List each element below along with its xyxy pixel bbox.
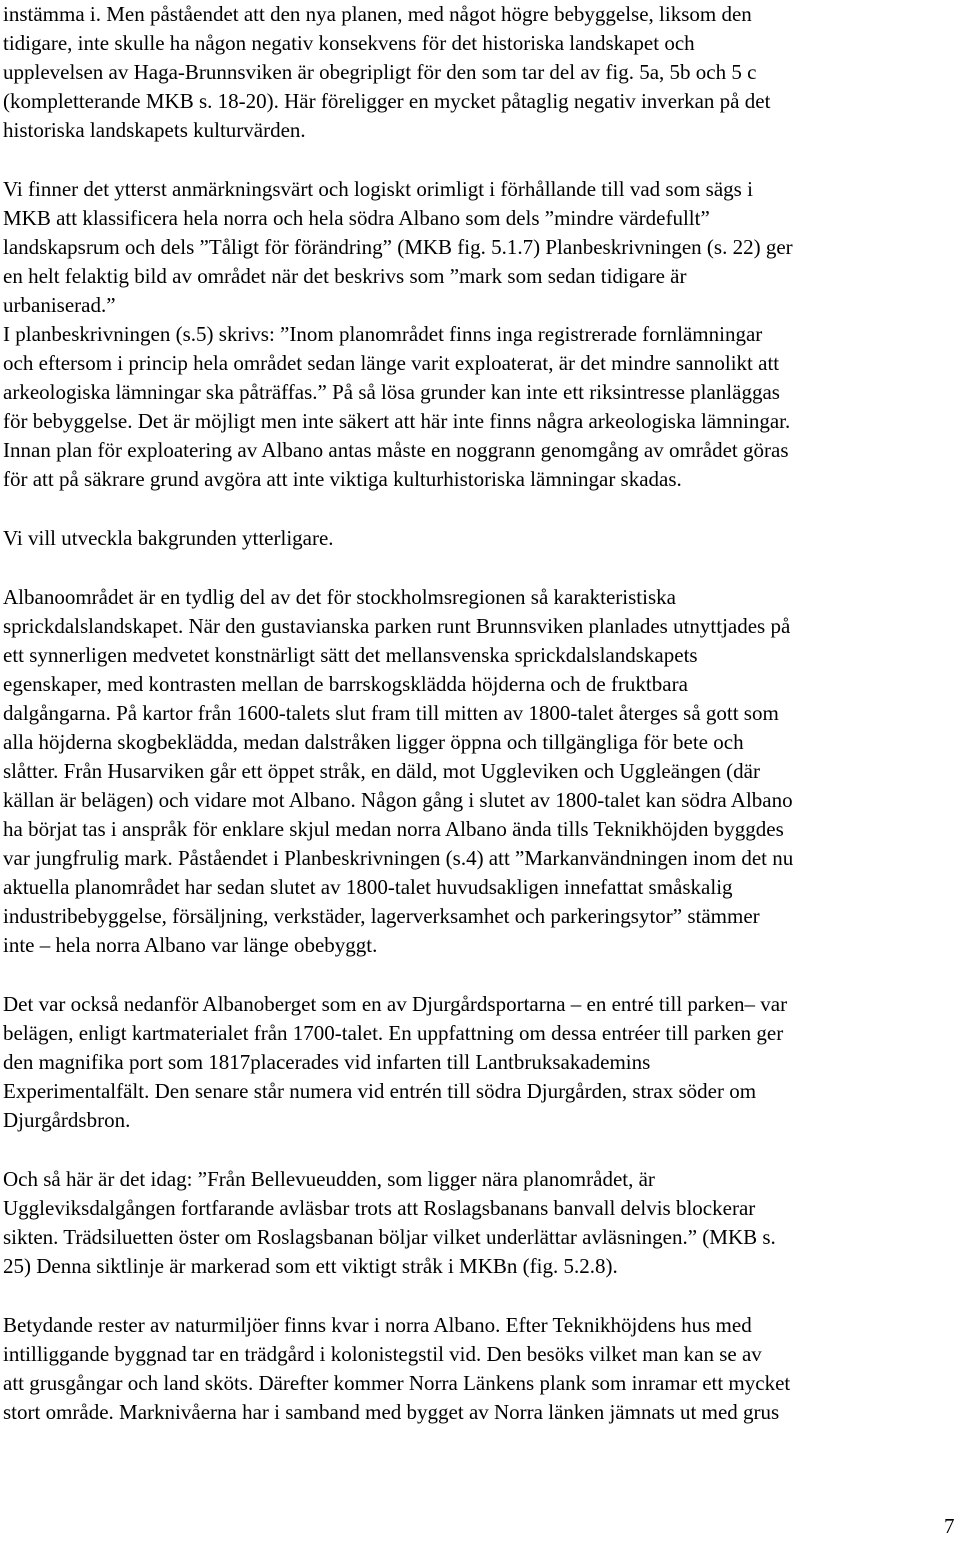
text-line: MKB att klassificera hela norra och hela södra Albano som dels ”mindre värdefullt” [3,206,710,230]
text-line: för bebyggelse. Det är möjligt men inte säkert att här inte finns några arkeologiska lämningar. [3,409,791,433]
text-line: slåtter. Från Husarviken går ett öppet stråk, en däld, mot Uggleviken och Uggleängen (där [3,759,760,783]
text-line: instämma i. Men påståendet att den nya planen, med något högre bebyggelse, liksom den [3,2,752,26]
text-line: att grusgångar och land sköts. Därefter kommer Norra Länkens plank som inramar ett mycket [3,1371,791,1395]
text-line: alla höjderna skogbeklädda, medan dalstråken ligger öppna och tillgängliga för bete och [3,730,744,754]
paragraph-gap [3,1281,953,1311]
paragraph-gap [3,960,953,990]
text-line: och eftersom i princip hela området sedan länge varit exploaterat, är det mindre sannolikt att [3,351,780,375]
text-line: historiska landskapets kulturvärden. [3,118,306,142]
text-line: sprickdalslandskapet. När den gustavianska parken runt Brunnsviken planlades utnyttjades på [3,614,791,638]
text-line: var jungfrulig mark. Påståendet i Planbeskrivningen (s.4) att ”Markanvändningen inom det nu [3,846,794,870]
text-line: Djurgårdsbron. [3,1108,131,1132]
text-line: tidigare, inte skulle ha någon negativ konsekvens för det historiska landskapet och [3,31,695,55]
paragraph-1 [3,0,953,145]
paragraph-gap [3,145,953,175]
text-line: Och så här är det idag: ”Från Bellevueudden, som ligger nära planområdet, är [3,1167,655,1191]
text-line: ett synnerligen medvetet konstnärligt sätt det mellansvenska sprickdalslandskapets [3,643,698,667]
text-line: belägen, enligt kartmaterialet från 1700-talet. En uppfattning om dessa entréer till parken ger [3,1021,784,1045]
text-line: urbaniserad.” [3,293,116,317]
paragraph-2 [3,175,953,320]
text-line: ha börjat tas i anspråk för enklare skjul medan norra Albano ända tills Teknikhöjden byggdes [3,817,784,841]
text-line: I planbeskrivningen (s.5) skrivs: ”Inom planområdet finns inga registrerade fornlämningar [3,322,763,346]
text-line: den magnifika port som 1817placerades vid infarten till Lantbruksakademins [3,1050,651,1074]
paragraph-4 [3,524,953,553]
text-line: landskapsrum och dels ”Tåligt för förändring” (MKB fig. 5.1.7) Planbeskrivningen (s. 22) ger [3,235,793,259]
text-line: Innan plan för exploatering av Albano antas måste en noggrann genomgång av området göras [3,438,789,462]
paragraph-gap [3,1135,953,1165]
text-line: för att på säkrare grund avgöra att inte viktiga kulturhistoriska lämningar skadas. [3,467,682,491]
text-line: intilliggande byggnad tar en trädgård i kolonistegstil vid. Den besöks vilket man kan se av [3,1342,762,1366]
paragraph-8 [3,1311,953,1427]
text-line: inte – hela norra Albano var länge obebyggt. [3,933,378,957]
text-line: Betydande rester av naturmiljöer finns kvar i norra Albano. Efter Teknikhöjdens hus med [3,1313,752,1337]
paragraph-5 [3,583,953,960]
text-line: 25) Denna siktlinje är markerad som ett viktigt stråk i MKBn (fig. 5.2.8). [3,1254,618,1278]
text-line: Albanoområdet är en tydlig del av det för stockholmsregionen så karakteristiska [3,585,676,609]
text-line: sikten. Trädsiluetten öster om Roslagsbanan böljar vilket underlättar avläsningen.” (MKB s. [3,1225,776,1249]
paragraph-gap [3,494,953,524]
text-line: Experimentalfält. Den senare står numera vid entrén till södra Djurgården, strax söder om [3,1079,757,1103]
text-line: stort område. Marknivåerna har i samband med bygget av Norra länken jämnats ut med grus [3,1400,780,1424]
text-line: Uggleviksdalgången fortfarande avläsbar trots att Roslagsbanans banvall delvis blockerar [3,1196,756,1220]
paragraph-3 [3,320,953,494]
text-line: egenskaper, med kontrasten mellan de barrskogsklädda höjderna och de fruktbara [3,672,688,696]
paragraph-6 [3,990,953,1135]
text-line: en helt felaktig bild av området när det beskrivs som ”mark som sedan tidigare är [3,264,687,288]
body-text [3,0,953,1427]
text-line: upplevelsen av Haga-Brunnsviken är obegripligt för den som tar del av fig. 5a, 5b och 5 c [3,60,757,84]
text-line: aktuella planområdet har sedan slutet av 1800-talet huvudsakligen innefattat småskalig [3,875,733,899]
paragraph-gap [3,553,953,583]
paragraph-7 [3,1165,953,1281]
page-number: 7 [944,1514,955,1538]
text-line: (kompletterande MKB s. 18-20). Här föreligger en mycket påtaglig negativ inverkan på det [3,89,771,113]
text-line: dalgångarna. På kartor från 1600-talets slut fram till mitten av 1800-talet återges så gott som [3,701,779,725]
text-line: Vi finner det ytterst anmärkningsvärt och logiskt orimligt i förhållande till vad som sägs i [3,177,753,201]
text-line: Vi vill utveckla bakgrunden ytterligare. [3,526,334,550]
text-line: industribebyggelse, försäljning, verkstäder, lagerverksamhet och parkeringsytor” stämmer [3,904,760,928]
text-line: arkeologiska lämningar ska påträffas.” På så lösa grunder kan inte ett riksintresse planläggas [3,380,780,404]
text-line: källan är belägen) och vidare mot Albano. Någon gång i slutet av 1800-talet kan södra Albano [3,788,793,812]
text-line: Det var också nedanför Albanoberget som en av Djurgårdsportarna – en entré till parken– var [3,992,788,1016]
